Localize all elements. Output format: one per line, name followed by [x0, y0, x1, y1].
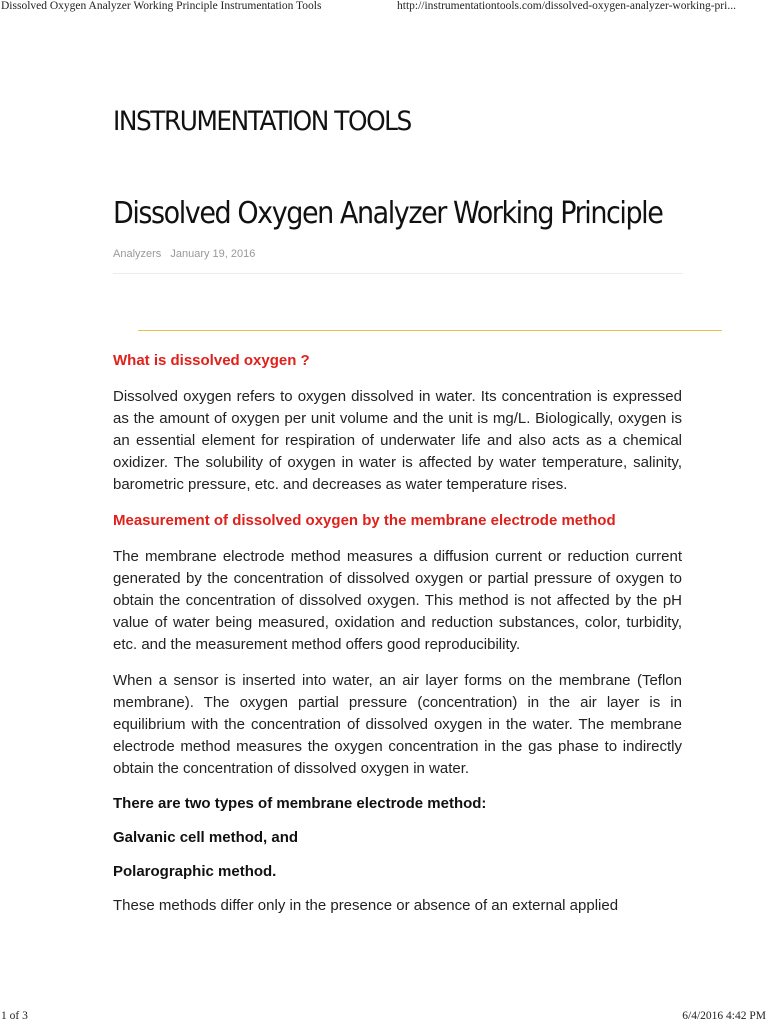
meta-divider: [113, 273, 683, 274]
paragraph-definition: Dissolved oxygen refers to oxygen dissolved in water. Its concentration is expressed as the amount of oxygen per unit volume and the unit is mg/L. Biologically, oxygen is an essential element for respiration of underwater life and also acts as a chemical oxidizer. The solubility of oxygen in water is affected by water temperature, salinity, barometric pressure, etc. and decreases as water temperature rises.: [113, 388, 682, 493]
paragraph-methods-differ: These methods differ only in the presence or absence of an external applied: [113, 897, 619, 914]
article-body: [113, 350, 682, 917]
print-header-url[interactable]: http://instrumentationtools.com/dissolved-oxygen-analyzer-working-pri...: [397, 0, 736, 12]
section-heading-membrane-method: Measurement of dissolved oxygen by the membrane electrode method: [113, 512, 616, 529]
bold-line-polarographic: Polarographic method.: [113, 863, 277, 880]
bold-line-galvanic: Galvanic cell method, and: [113, 829, 299, 846]
bold-line-two-types: There are two types of membrane electrode method:: [113, 795, 487, 812]
print-footer: [0, 1008, 768, 1024]
article-title: Dissolved Oxygen Analyzer Working Principle: [113, 196, 663, 231]
page-counter: 1 of 3: [1, 1010, 28, 1022]
paragraph-membrane-method: The membrane electrode method measures a diffusion current or reduction current generated by the concentration of dissolved oxygen or partial pressure of oxygen to obtain the concentration of dissolved oxygen. This method is not affected by the pH value of water being measured, oxidation and reduction substances, color, turbidity, etc. and the measurement method offers good reproducibility.: [113, 548, 682, 653]
article-category-link[interactable]: Analyzers: [113, 248, 162, 260]
article-meta: [113, 248, 255, 260]
paragraph-sensor-air-layer: When a sensor is inserted into water, an air layer forms on the membrane (Teflon membrane). The oxygen partial pressure (concentration) in the air layer is in equilibrium with the concentration of dissolved oxygen in the water. The membrane electrode method measures the oxygen concentration in the gas phase to indirectly obtain the concentration of dissolved oxygen in water.: [113, 672, 682, 777]
article-date: January 19, 2016: [170, 248, 256, 260]
print-header-title: Dissolved Oxygen Analyzer Working Principle Instrumentation Tools: [1, 0, 322, 12]
print-datetime: 6/4/2016 4:42 PM: [682, 1010, 766, 1022]
site-logo-text[interactable]: INSTRUMENTATION TOOLS: [113, 106, 411, 137]
print-header: [0, 0, 768, 16]
section-heading-what-is-do: What is dissolved oxygen ?: [113, 352, 310, 369]
gold-divider: [138, 330, 722, 331]
